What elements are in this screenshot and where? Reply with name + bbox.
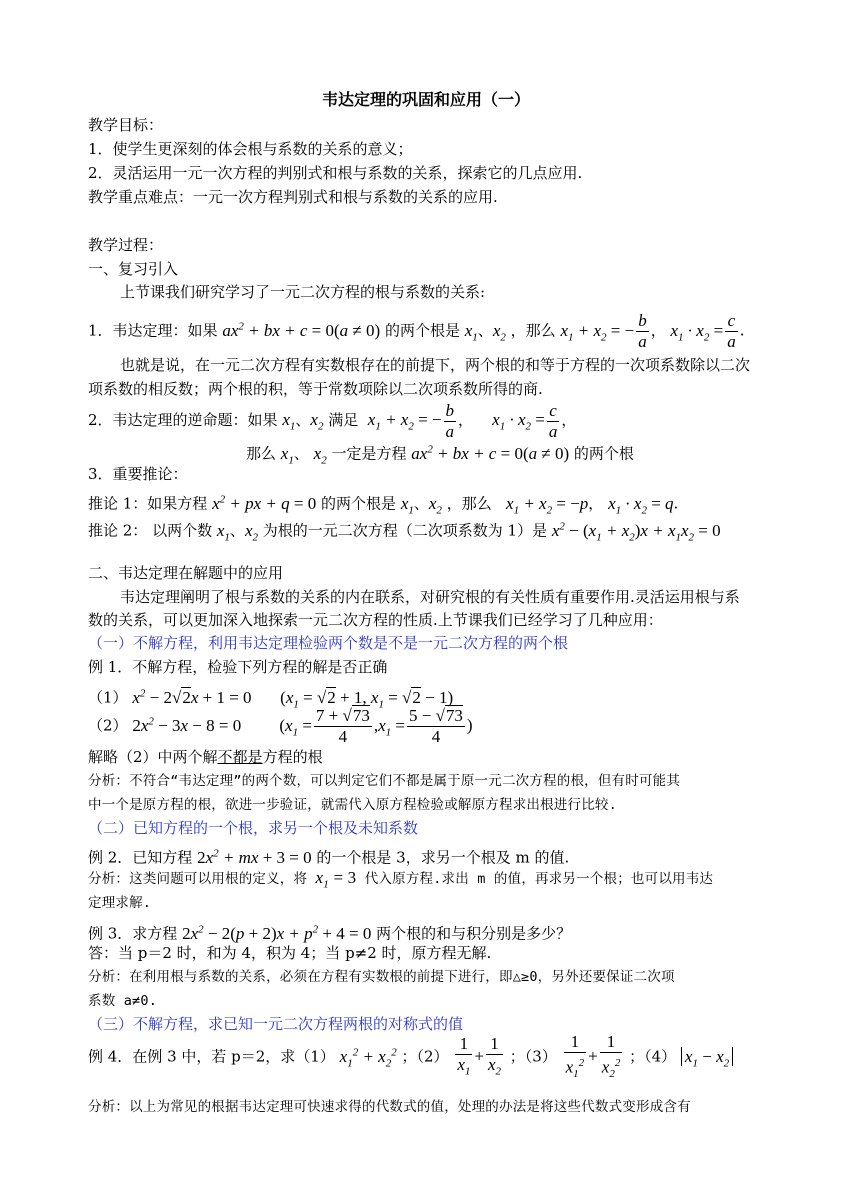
- paragraph-2-line-1: 韦达定理阐明了根与系数的关系的内在联系，对研究根的有关性质有重要作用.灵活运用根与系: [120, 588, 740, 606]
- paragraph-1-line-2: 项系数的相反数；两个根的积，等于常数项除以二次项系数所得的商.: [88, 380, 543, 398]
- analysis-1-line-1: 分析：不符合“韦达定理”的两个数，可以判定它们不都是属于原一元二次方程的根，但有时可能其: [88, 773, 681, 789]
- page-title: 韦达定理的巩固和应用（一）: [322, 90, 531, 109]
- subsection-1-heading: （一）不解方程，利用韦达定理检验两个数是不是一元二次方程的两个根: [88, 634, 569, 652]
- intro-text: 上节课我们研究学习了一元二次方程的根与系数的关系:: [120, 283, 486, 301]
- theorem-1-product-fraction: $\frac{c}{a}$: [727, 311, 736, 352]
- example-1: 例 1．不解方程，检验下列方程的解是否正确: [88, 658, 388, 676]
- example-1-item-1: （1） $x^2 - 2√2x + 1 = 0$ ($x_1 = √2 + 1$, $x_1 = √2 - 1$): [88, 687, 454, 711]
- section-1-heading: 一、复习引入: [88, 260, 179, 278]
- example-1-item-2: （2） $2x^2 - 3x - 8 = 0$ ($x_1$ = $\frac{7 + √73}{4}$ $,x_1$ = $\frac{5 - √73}{4}$ ): [88, 706, 473, 747]
- analysis-1-line-2: 中一个是原方程的根，欲进一步验证，就需代入原方程检验或解原方程求出根进行比较.: [88, 797, 617, 813]
- theorem-1-sum: $x_1 + x_2$ = −: [560, 320, 635, 344]
- process-heading: 教学过程：: [88, 236, 164, 254]
- subsection-2-heading: （二）已知方程的一个根，求另一个根及未知系数: [88, 819, 419, 837]
- corollary-2: 推论 2： 以两个数 $x_1$、$x_2$ 为根的一元二次方程（二次项系数为 1）是 $x^2 - (x_1 + x_2)x + x_1x_2 = 0$: [88, 520, 721, 544]
- analysis-3-line-2: 系数 a≠0.: [88, 993, 158, 1009]
- difficulty-text: 教学重点难点：一元一次方程判别式和根与系数的关系的应用.: [88, 188, 498, 206]
- theorem-2-satisfy: 满足: [328, 411, 359, 429]
- example-2: 例 2．已知方程 $2x^2$ + mx + 3 = 0 的一个根是 3，求另一个根及 m 的值.: [88, 847, 570, 867]
- analysis-3-line-1: 分析：在利用根与系数的关系，必须在方程有实数根的前提下进行，即△≥0，另外还要保证二次项: [88, 969, 675, 985]
- subsection-3-heading: （三）不解方程，求已知一元二次方程两根的对称式的值: [88, 1015, 464, 1033]
- analysis-2-line-2: 定理求解.: [88, 895, 152, 911]
- corollary-1: 推论 1：如果方程 $x^2$ + px + q = 0 的两个根是 $x_1$、$x_2$ ，那么 $x_1 + x_2 = -p$， $x_1 \cdot x_2 = q$.: [88, 493, 679, 517]
- theorem-2-sum: $x_1 + x_2$ = −: [367, 410, 442, 433]
- theorem-2-product: $x_1 \cdot x_2$ =: [492, 410, 545, 433]
- paragraph-1-line-1: 也就是说，在一元二次方程有实数根存在的前提下，两个根的和等于方程的一次项系数除以二次: [120, 356, 751, 374]
- theorem-2: 2．韦达定理的逆命题：如果 $x_1$、$x_2$ 满足 $x_1 + x_2$ = − $\frac{b}{a}$ ， $x_1 \cdot x_2$ = $\frac{c}{a}$ ，: [88, 400, 577, 441]
- goal-2: 2．灵活运用一元一次方程的判别式和根与系数的关系，探索它的几点应用.: [88, 164, 583, 182]
- theorem-1-mid: 的两个根是: [384, 321, 460, 340]
- analysis-2-line-1: 分析：这类问题可以用根的定义，将 $x_1 = 3$ 代入原方程.求出 m 的值，再求另一个根；也可以用韦达: [88, 868, 714, 891]
- theorem-1-then: ，那么: [510, 321, 556, 340]
- theorem-1-equation: $ax^2$ + bx + c = 0(a ≠ 0): [222, 320, 381, 340]
- goal-1: 1．使学生更深刻的体会根与系数的关系的意义；: [88, 140, 413, 158]
- example-4: 例 4．在例 3 中，若 p＝2，求（1） $x_1^2 + x_2^2$ ；（2） $\frac{1}{x_1}$ + $\frac{1}{x_2}$ ；（3） $\frac{1}{x_1^2}$ + $\frac{1}{x_2^2}$ ；（4） $x_1 - x_2$: [88, 1030, 733, 1085]
- corollary-heading: 3．重要推论：: [88, 465, 188, 483]
- goals-heading: 教学目标：: [88, 116, 164, 134]
- theorem-2-conclusion: 那么 $x_1$、 $x_2$ 一定是方程 $ax^2$ + bx + c = 0(a ≠ 0) 的两个根: [246, 443, 634, 467]
- theorem-1-sum-fraction: $\frac{b}{a}$: [638, 311, 647, 352]
- theorem-1-roots: $x_1$: [464, 320, 478, 344]
- answer-3: 答：当 p＝2 时，和为 4，积为 4；当 p≠2 时，原方程无解.: [88, 944, 492, 962]
- theorem-1-label: 1．韦达定理：如果: [88, 321, 218, 340]
- section-2-heading: 二、韦达定理在解题中的应用: [88, 564, 284, 582]
- solution-note: 解略（2）中两个解不都是方程的根: [88, 748, 323, 766]
- example-3: 例 3．求方程 $2x^2 - 2(p + 2)x + p^2 + 4 = 0$ 两个根的和与积分别是多少？: [88, 923, 572, 943]
- theorem-1-product: $x_1 \cdot x_2$ =: [670, 320, 724, 344]
- theorem-1: 1．韦达定理：如果 $ax^2$ + bx + c = 0(a ≠ 0) 的两个根是 $x_1$、$x_2$ ，那么 $x_1 + x_2$ = − $\frac{b}{a}$ ， $x_1 \cdot x_2$ = $\frac{c}{a}$ .: [88, 311, 745, 352]
- paragraph-2-line-2: 数的关系，可以更加深入地探索一元二次方程的性质.上节课我们已经学习了几种应用：: [88, 611, 663, 629]
- analysis-4: 分析：以上为常见的根据韦达定理可快速求得的代数式的值，处理的办法是将这些代数式变形成含有: [88, 1099, 691, 1115]
- theorem-2-label: 2．韦达定理的逆命题：如果: [88, 411, 278, 429]
